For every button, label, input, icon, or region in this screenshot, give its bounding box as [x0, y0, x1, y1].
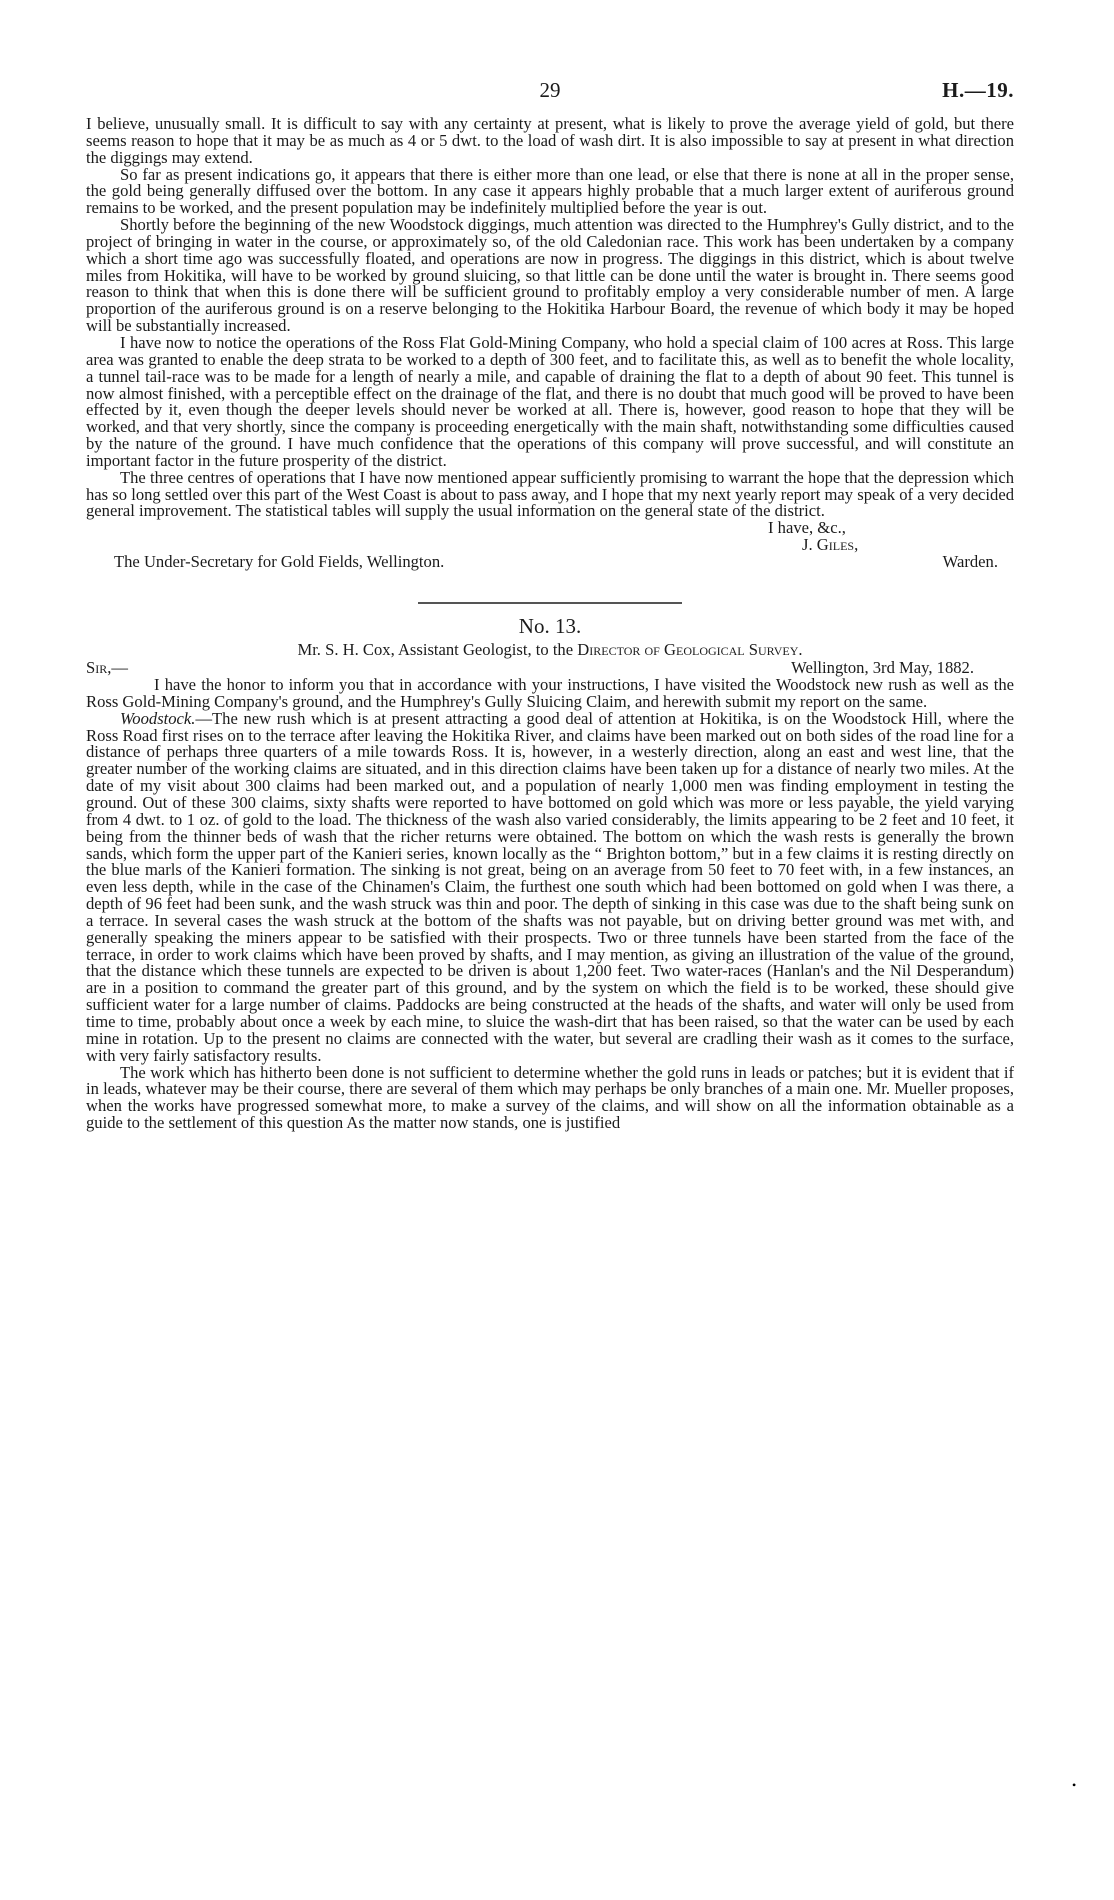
paragraph-continued: I believe, unusually small. It is difficult to say with any certainty at present, what is likely to prove the average yield of gold, but there seems reason to hope that it may be as much as 4 or 5 dwt. to the load of wash dirt. It is also impossible to say at present in what direction the diggings may extend.	[86, 114, 1014, 167]
woodstock-heading: Woodstock.	[120, 708, 196, 728]
paragraph-centres: The three centres of operations that I have now mentioned appear sufficiently promising to warrant the hope that the depression which has so long settled over this part of the West Coast is about to pass away, and I hope that my next yearly report may speak of a very decided general improvement. The statistical tables will supply the usual information on the general state of the district.	[86, 467, 1014, 521]
page-number: 29	[539, 78, 561, 102]
paragraph-intro: I have the honor to inform you that in accordance with your instructions, I have visited the Woodstock new rush as well as the Ross Gold-Mining Company's ground, and the Humphrey's Gully Sluicing Claim, and herewith submit my report on the same.	[86, 675, 1014, 711]
paragraph-humphreys-gully: Shortly before the beginning of the new Woodstock diggings, much attention was directed to the Humphrey's Gully district, and to the project of bringing in water in the course, or approximately so, of the old Caledonian race. This work has been undertaken by a company which a short time ago was successfully floated, and operations are now in progress. The diggings in this district, which is about twelve miles from Hokitika, will have to be worked by ground sluicing, so that little can be done until the water is brought in. There seems good reason to think that when this is done there will be sufficient ground to profitably employ a very considerable number of men. A large proportion of the auriferous ground is on a reserve belonging to the Hokitika Harbour Board, the revenue of which body it may be hoped will be substantially increased.	[86, 215, 1014, 336]
margin-mark: •	[1072, 1778, 1077, 1792]
paragraph-ross-flat: I have now to notice the operations of the Ross Flat Gold-Mining Company, who hold a special claim of 100 acres at Ross. This large area was granted to enable the deep strata to be worked to a depth of 300 feet, and to facilitate this, as well as to benefit the whole locality, a tunnel tail-race was to be made for a length of nearly a mile, and capable of draining the flat to a depth of about 90 feet. This tunnel is now almost finished, with a perceptible effect on the drainage of the flat, and there is no doubt that much good will be proved to have been effected by it, even though the deeper levels should never be worked at all. There is, however, good reason to hope that they will be worked, and that very shortly, since the company is proceeding energetically with the main shaft, notwithstanding some difficulties caused by the nature of the ground. I have much confidence that the operations of this company will prove successful, and will constitute an important factor in the future prosperity of the district.	[86, 332, 1014, 470]
salutation-row	[86, 660, 1014, 677]
signature-title: Warden.	[942, 552, 998, 572]
document-reference: H.—19.	[942, 78, 1014, 102]
subtitle-sender: Mr. S. H. Cox, Assistant Geologist, to the	[297, 640, 574, 660]
signature-name: J. Giles,	[802, 535, 859, 555]
addressee: The Under-Secretary for Gold Fields, Wellington.	[114, 552, 445, 572]
section-divider	[418, 602, 682, 604]
page-header	[86, 78, 1014, 116]
salutation: Sir,—	[86, 658, 128, 678]
dateline: Wellington, 3rd May, 1882.	[791, 658, 974, 678]
signature-block	[86, 520, 1014, 588]
woodstock-text: —The new rush which is at present attracting a good deal of attention at Hokitika, is on the Woodstock Hill, where the Ross Road first rises on to the terrace after leaving the Hokitika River, and claims have been marked out on both sides of the road line for a distance of perhaps three quarters of a mile towards Ross. It is, however, in a westerly direction, along an east and west line, that the greater number of the working claims are situated, and in this direction claims have been taken up for a distance of nearly two miles. At the date of my visit about 300 claims had been marked out, and a population of nearly 1,000 men was finding employment in testing the ground. Out of these 300 claims, sixty shafts were reported to have bottomed on gold which was more or less payable, the yield varying from 4 dwt. to 1 oz. of gold to the load. The thickness of the wash also varied considerably, the limits appearing to be 2 feet and 10 feet, it being from the thinner beds of wash that the richer returns were obtained. The bottom on which the wash rests is generally the brown sands, which form the upper part of the Kanieri series, known locally as the “ Brighton bottom,” but in a few claims it is resting directly on the blue marls of the Kanieri formation. The sinking is not great, being on an average from 50 feet to 70 feet with, in a few instances, an even less depth, while in the case of the Chinamen's Claim, the furthest one south which had been bottomed on gold when I was there, a depth of 96 feet had been sunk, and the wash struck was thin and poor. The depth of sinking in this case was due to the shaft being sunk on a terrace. In several cases the wash struck at the bottom of the shafts was not payable, but on driving better ground was met with, and generally speaking the miners appear to be satisfied with their prospects. Two or three tunnels have been started from the face of the terrace, in order to work claims which have been proved by shafts, and I may mention, as giving an illustration of the value of the ground, that the distance which these tunnels are expected to be driven is about 1,200 feet. Two water-races (Hanlan's and the Nil Desperandum) are in a position to command the greater part of this ground, and by the system on which the field is to be worked, these should give sufficient water for a large number of claims. Paddocks are being constructed at the heads of the shafts, and water will only be used from time to time, probably about once a week by each mine, to sluice the wash-dirt that has been raised, so that the water can be used by each mine in rotation. Up to the present no claims are connected with the water, but several are cradling their wash as it comes to the surface, with very fairly satisfactory results.	[86, 708, 1014, 1065]
section-number: No. 13.	[518, 614, 582, 639]
closing-line: I have, &c.,	[768, 518, 846, 538]
paragraph-woodstock	[86, 708, 1014, 1065]
paragraph-leads: The work which has hitherto been done is not sufficient to determine whether the gold runs in leads or patches; but it is evident that if in leads, whatever may be their course, there are several of them which may perhaps be only branches of a main one. Mr. Mueller proposes, when the works have progressed somewhat more, to make a survey of the claims, and will show on all the information obtainable as a guide to the settlement of this question As the matter now stands, one is justified	[86, 1062, 1014, 1133]
document-page	[86, 78, 1014, 1133]
paragraph-indications: So far as present indications go, it appears that there is either more than one lead, or else that there is none at all in the proper sense, the gold being generally diffused over the bottom. In any case it appears highly probable that a much larger extent of auriferous ground remains to be worked, and the present population may be indefinitely multiplied before the year is out.	[86, 164, 1014, 218]
subtitle-recipient: Director of Geological Survey.	[577, 640, 803, 660]
letter-subtitle	[86, 642, 1014, 659]
